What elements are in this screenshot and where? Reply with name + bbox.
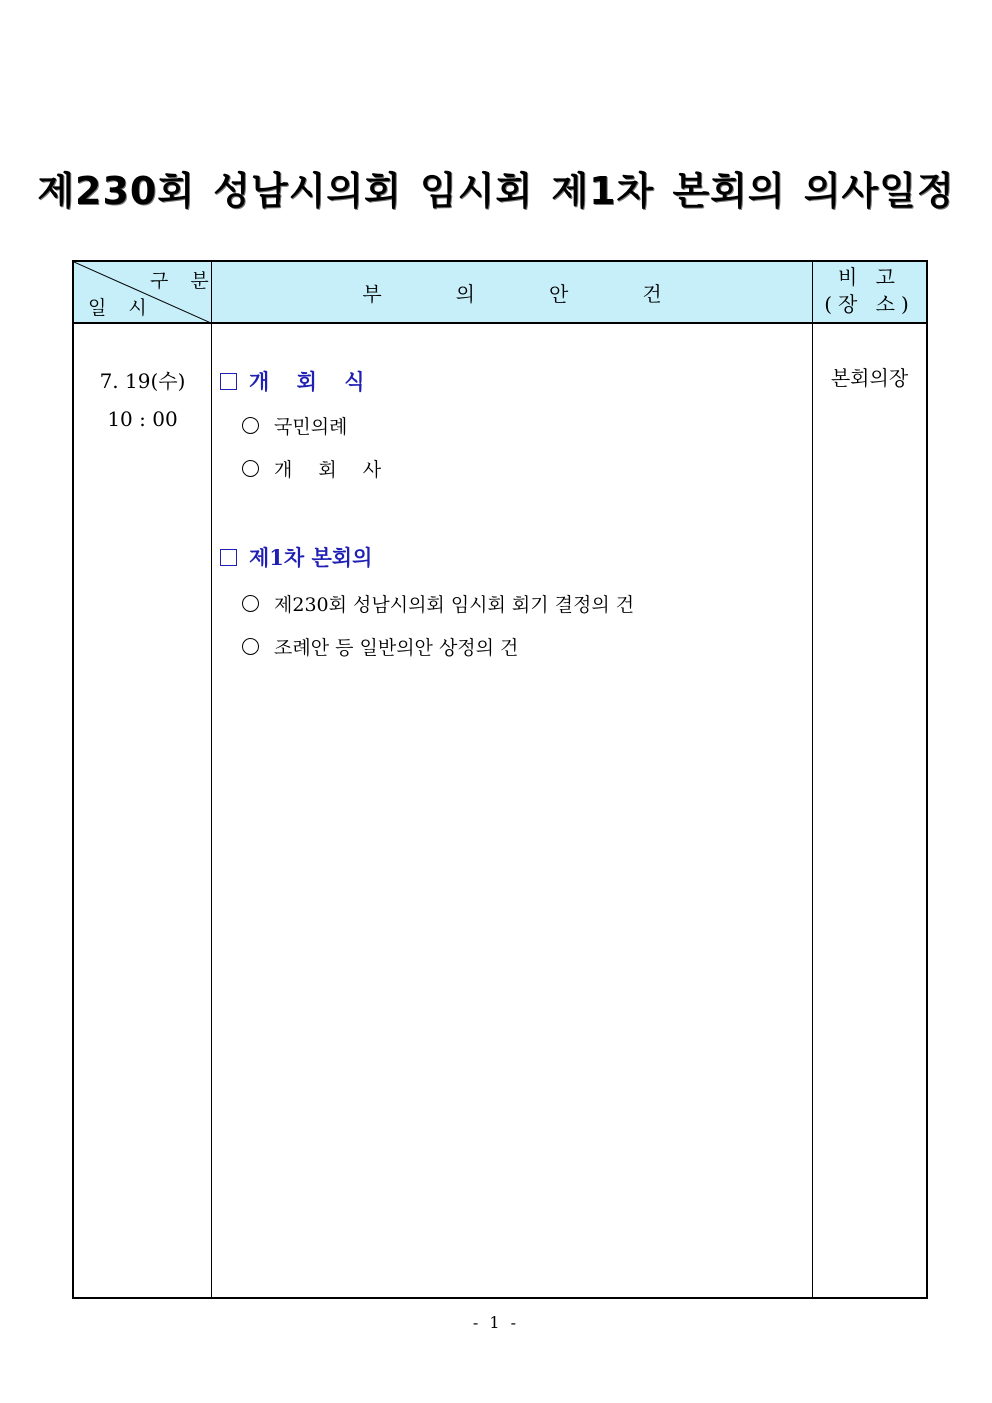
circle-bullet-icon [242, 595, 259, 612]
agenda-table [72, 260, 928, 1299]
agenda-item [242, 455, 391, 482]
circle-bullet-icon [242, 460, 259, 477]
header-ilsi: 일 시 [88, 297, 155, 319]
circle-bullet-icon [242, 417, 259, 434]
agenda-item [242, 633, 518, 660]
section-opening-ceremony [220, 366, 374, 396]
section-title: 제1차 본회의 [249, 545, 373, 570]
circle-bullet-icon [242, 638, 259, 655]
meeting-datetime [74, 362, 211, 438]
agenda-item [242, 590, 634, 617]
meeting-date: 7. 19(수) [99, 369, 186, 393]
column-divider-date [211, 262, 212, 1297]
header-note [813, 264, 926, 318]
header-note-line1: 비 고 [838, 265, 901, 289]
section-title: 개 회 식 [249, 369, 375, 394]
header-agenda: 부의안건 [362, 282, 736, 306]
meeting-place: 본회의장 [830, 366, 909, 390]
agenda-item-label: 제230회 성남시의회 임시회 회기 결정의 건 [274, 594, 635, 616]
agenda-item [242, 412, 347, 439]
agenda-item-label: 국민의례 [274, 416, 348, 438]
meeting-time: 10 : 00 [107, 407, 178, 431]
page-number: - 1 - [472, 1313, 520, 1332]
header-note-line2: (장 소) [824, 292, 915, 316]
checkbox-square-icon [220, 549, 237, 566]
section-first-plenary [220, 542, 372, 572]
column-divider-note [812, 262, 813, 1297]
checkbox-square-icon [220, 373, 237, 390]
document-title: 제230회 성남시의회 임시회 제1차 본회의 의사일정 [37, 169, 955, 213]
header-gubun: 구 분 [150, 270, 217, 292]
agenda-item-label: 조례안 등 일반의안 상정의 건 [274, 637, 519, 659]
agenda-item-label: 개 회 사 [274, 459, 392, 481]
